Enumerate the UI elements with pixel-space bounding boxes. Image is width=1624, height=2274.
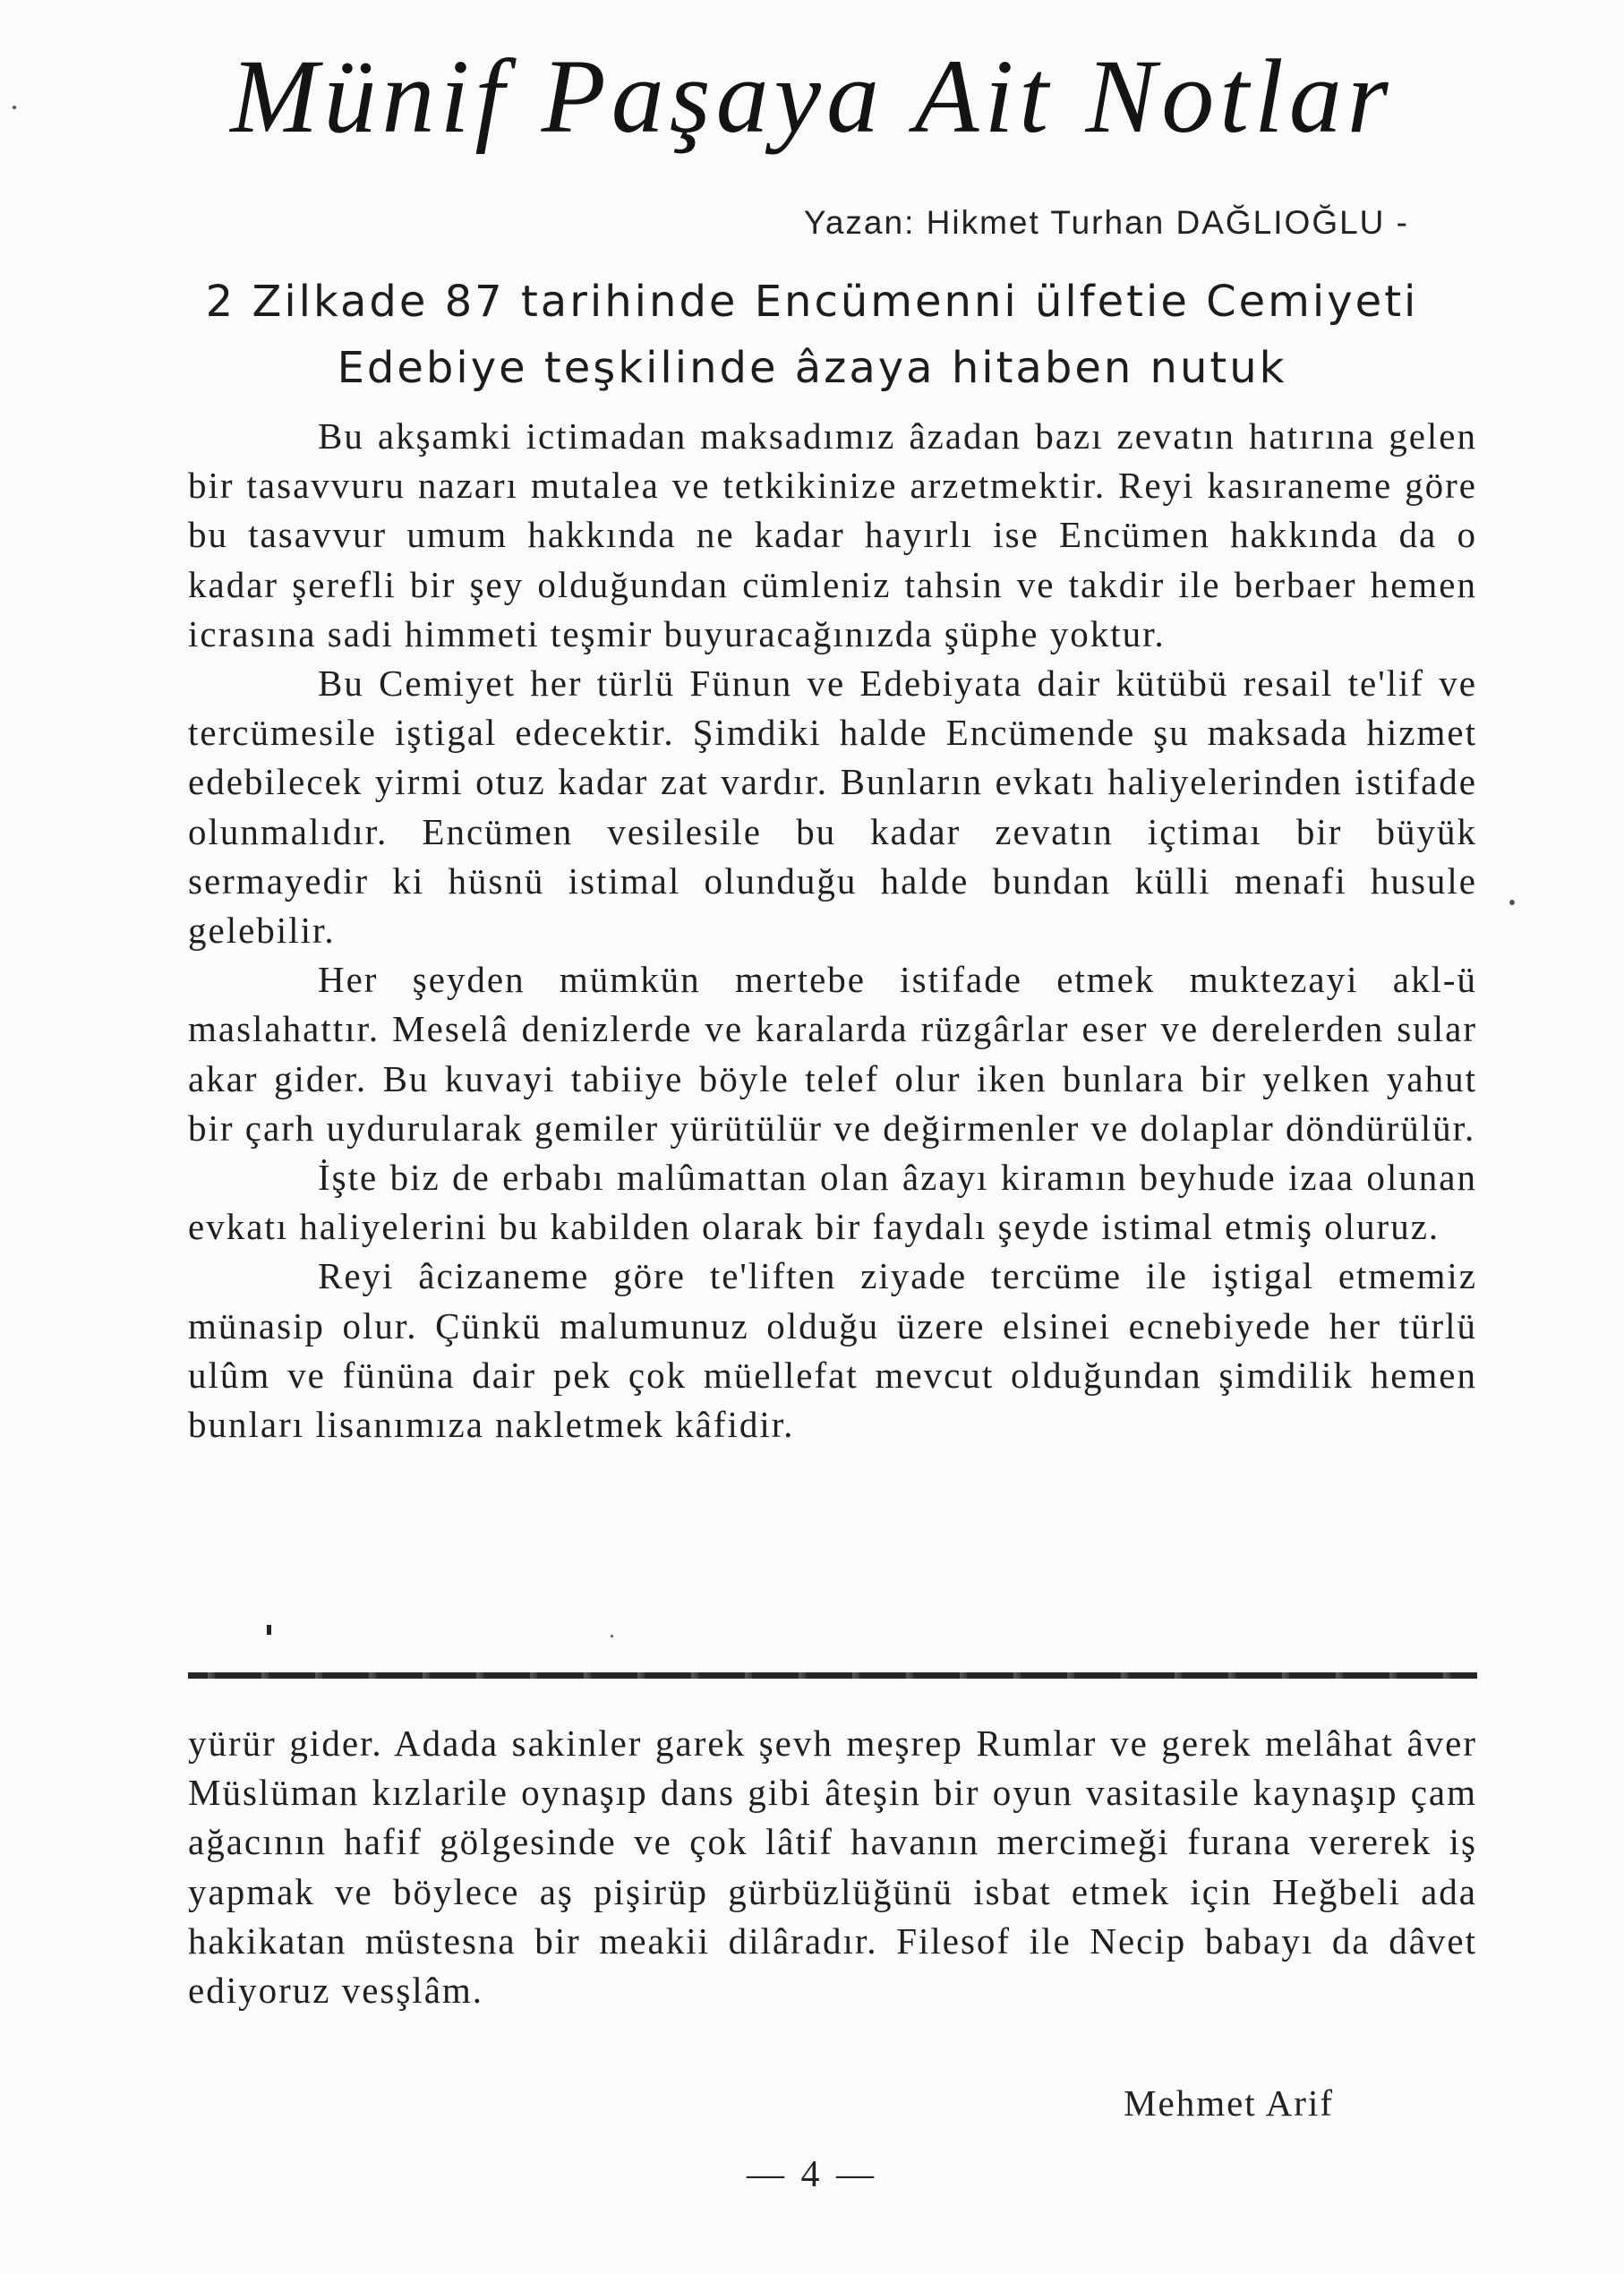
continued-text [188, 1719, 1477, 2015]
paragraph: İşte biz de erbabı malûmattan olan âzayı kiramın beyhude izaa olunan evkatı haliyelerini bu kabilden olarak bir faydalı şeyde istimal etmiş oluruz. [188, 1157, 1477, 1248]
page-title: Münif Paşaya Ait Notlar [230, 38, 1394, 155]
speech-heading-line-2: Edebiye teşkilinde âzaya hitaben nutuk [337, 343, 1287, 393]
paragraph: Bu Cemiyet her türlü Fünun ve Edebiyata dair kütübü resail te'lif ve tercümesile iştigal edecektir. Şimdiki halde Encümende şu maksada hizmet edebilecek yirmi otuz kadar zat vardır. Bunların evkatı haliyelerinden istifade olunmalıdır. Encümen vesilesile bu kadar zevatın içtimaı bir büyük sermayedir ki hüsnü istimal olunduğu halde bundan külli menafi husule gelebilir. [188, 663, 1477, 952]
paragraph: Her şeyden mümkün mertebe istifade etmek muktezayi akl-ü maslahattır. Meselâ denizlerde ve karalarda rüzgârlar eser ve derelerden sular akar gider. Bu kuvayi tabiiye böyle telef olur iken bunlara bir yelken yahut bir çarh uydurularak gemiler yürütülür ve değirmenler ve dolaplar döndürülür. [188, 959, 1477, 1149]
signature-name: Mehmet Arif [1124, 2082, 1334, 2124]
paragraph: Bu akşamki ictimadan maksadımız âzadan bazı zevatın hatırına gelen bir tasavvuru nazarı mutalea ve tetkikinize arzetmektir. Reyi kasıraneme göre bu tasavvur umum hakkında ne kadar hayırlı ise Encümen hakkında da o kadar şerefli bir şey olduğundan cümleniz tahsin ve takdir ile berbaer hemen icrasına sadi himmeti teşmir buyuracağınızda şüphe yoktur. [188, 415, 1477, 654]
speech-heading-line-1: 2 Zilkade 87 tarihinde Encümenni ülfetie Cemiyeti [205, 277, 1419, 327]
paragraph: yürür gider. Adada sakinler garek şevh meşrep Rumlar ve gerek melâhat âver Müslüman kızlarile oynaşıp dans gibi âteşin bir oyun vasitasile kaynaşıp çam ağacının hafif gölgesinde ve çok lâtif havanın mercimeği furana vererek iş yapmak ve böylece aş pişirüp gürbüzlüğünü isbat etmek için Heğbeli ada hakikatan müstesna bir meakii dilâradır. Filesof ile Necip babayı da dâvet ediyoruz vesşlâm. [188, 1723, 1477, 2012]
speech-heading [0, 269, 1624, 401]
author-byline: Yazan: Hikmet Turhan DAĞLIOĞLU - [803, 204, 1409, 241]
page-number: — 4 — [747, 2154, 877, 2195]
ink-mark [267, 1625, 271, 1635]
speech-body [188, 412, 1477, 1449]
paragraph: Reyi âcizaneme göre te'liften ziyade tercüme ile iştigal etmemiz münasip olur. Çünkü malumunuz olduğu üzere elsinei ecnebiyede her türlü ulûm ve fününa dair pek çok müellefat mevcut olduğundan şimdilik hemen bunları lisanımıza nakletmek kâfidir. [188, 1255, 1477, 1446]
section-divider [188, 1672, 1477, 1679]
